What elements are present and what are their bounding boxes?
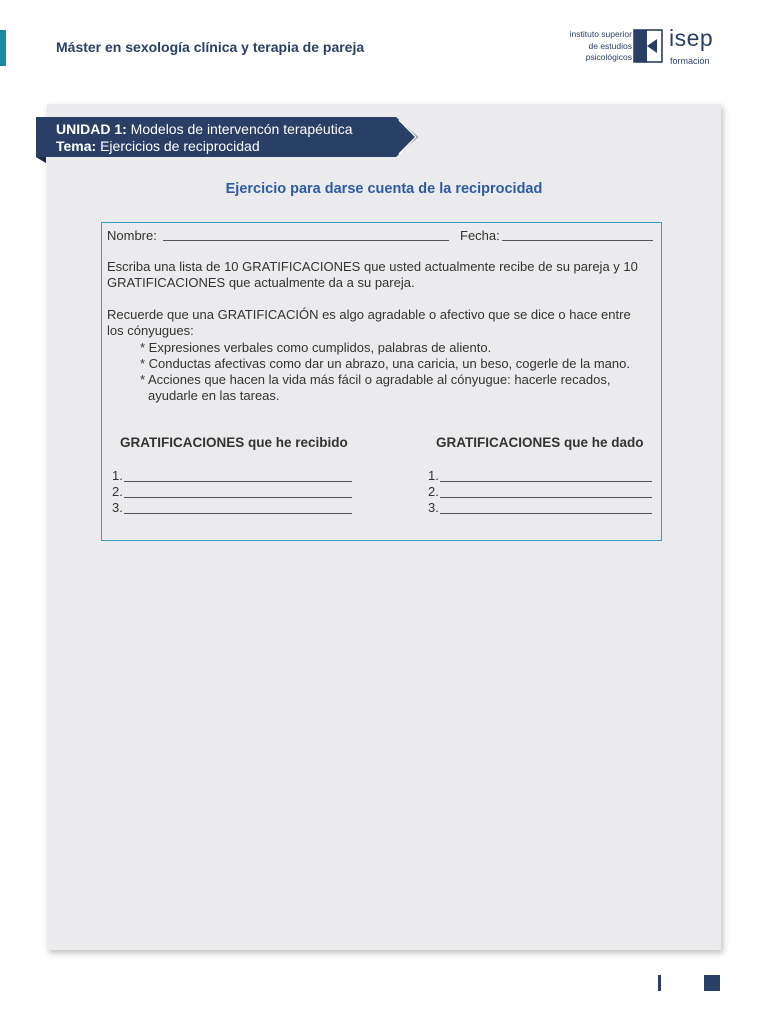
footer-square-icon bbox=[704, 975, 720, 991]
given-line-field[interactable] bbox=[440, 497, 652, 498]
reminder-line-2: los cónyugues: bbox=[107, 323, 194, 338]
date-field[interactable] bbox=[502, 240, 653, 241]
left-accent-bar bbox=[0, 30, 6, 66]
name-label: Nombre: bbox=[107, 228, 157, 243]
date-label: Fecha: bbox=[460, 228, 500, 243]
bullet-continuation: ayudarle en las tareas. bbox=[148, 388, 280, 403]
given-number: 2. bbox=[428, 484, 439, 499]
banner-unit: UNIDAD 1: Modelos de intervencón terapéutica bbox=[56, 121, 353, 137]
banner-topic: Tema: Ejercicios de reciprocidad bbox=[56, 138, 260, 154]
given-column-header: GRATIFICACIONES que he dado bbox=[436, 435, 644, 450]
logo-institute-text: instituto superior de estudios psicológicos bbox=[569, 29, 632, 62]
bullet-item: * Conductas afectivas como dar un abrazo, una caricia, un beso, cogerle de la mano. bbox=[140, 356, 630, 371]
exercise-title: Ejercicio para darse cuenta de la reciprocidad bbox=[225, 181, 543, 197]
bullet-item: * Acciones que hacen la vida más fácil o agradable al cónyugue: hacerle recados, bbox=[140, 372, 611, 387]
name-field[interactable] bbox=[163, 240, 449, 241]
logo-subtitle: formación bbox=[670, 56, 710, 66]
received-line-field[interactable] bbox=[124, 481, 352, 482]
logo-brand: isep bbox=[669, 25, 714, 51]
isep-logo bbox=[548, 26, 728, 70]
received-number: 3. bbox=[112, 500, 123, 515]
bullet-item: * Expresiones verbales como cumplidos, palabras de aliento. bbox=[140, 340, 492, 355]
received-number: 2. bbox=[112, 484, 123, 499]
instruction-line-2: GRATIFICACIONES que actualmente da a su pareja. bbox=[107, 275, 415, 290]
unit-banner bbox=[36, 117, 418, 163]
given-line-field[interactable] bbox=[440, 481, 652, 482]
received-number: 1. bbox=[112, 468, 123, 483]
given-line-field[interactable] bbox=[440, 513, 652, 514]
reminder-line-1: Recuerde que una GRATIFICACIÓN es algo agradable o afectivo que se dice o hace entre bbox=[107, 307, 631, 322]
given-number: 1. bbox=[428, 468, 439, 483]
footer-divider bbox=[658, 975, 661, 991]
received-line-field[interactable] bbox=[124, 497, 352, 498]
logo-mark-icon bbox=[633, 29, 663, 63]
received-column-header: GRATIFICACIONES que he recibido bbox=[120, 435, 348, 450]
instruction-line-1: Escriba una lista de 10 GRATIFICACIONES que usted actualmente recibe de su pareja y 10 bbox=[107, 259, 638, 274]
received-line-field[interactable] bbox=[124, 513, 352, 514]
master-title: Máster en sexología clínica y terapia de pareja bbox=[56, 39, 365, 55]
given-number: 3. bbox=[428, 500, 439, 515]
